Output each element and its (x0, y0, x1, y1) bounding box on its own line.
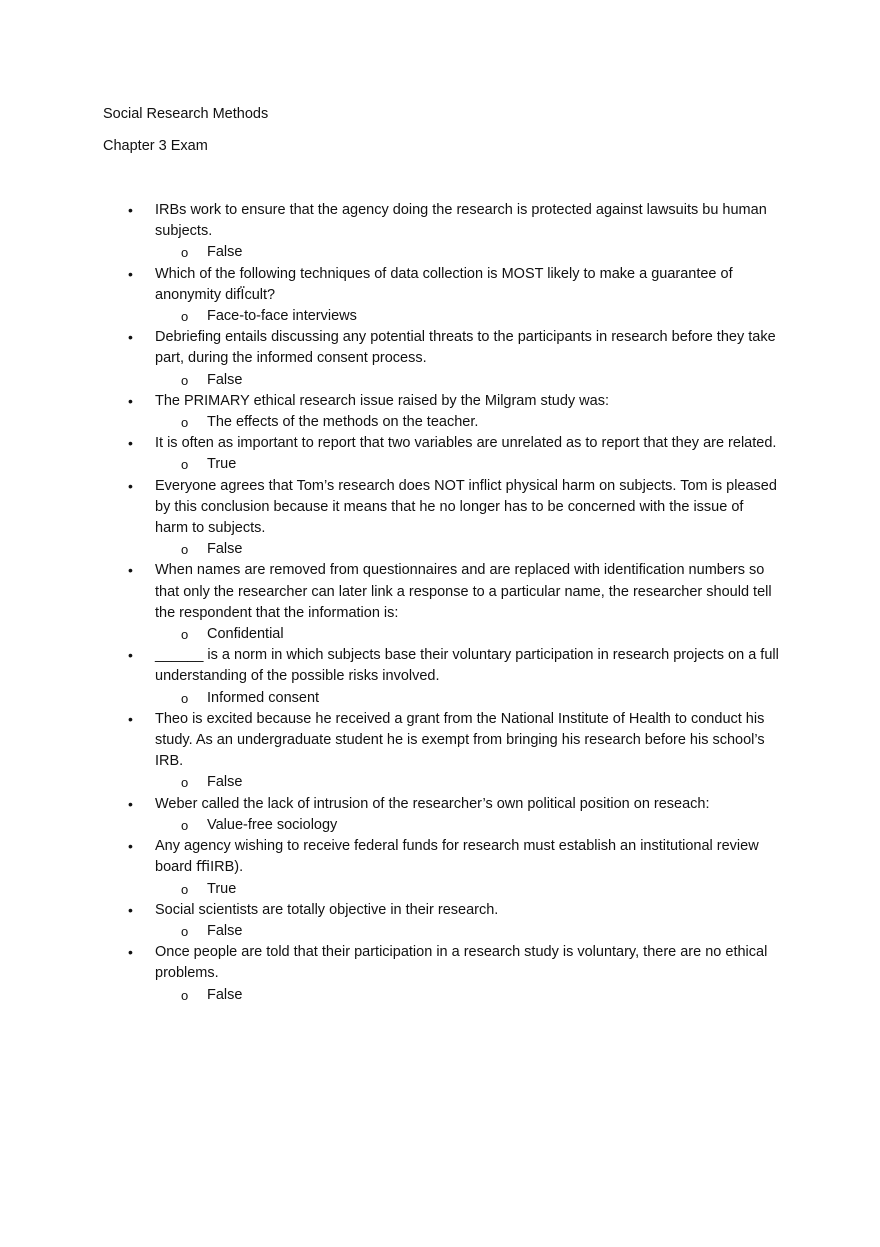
question-block (128, 476, 780, 540)
question-item (0, 391, 880, 433)
document-subtitle: Chapter 3 Exam (103, 138, 208, 154)
question-block (128, 560, 780, 624)
answer-text: The effects of the methods on the teacher. (207, 414, 479, 431)
question-block (128, 645, 780, 687)
sub-bullet-icon: o (181, 309, 189, 325)
question-block (128, 433, 780, 454)
question-block (128, 327, 780, 369)
question-text: Which of the following techniques of data collection is MOST likely to make a guarantee of anonymity difÏ̈cult? (155, 265, 733, 303)
answer-text: False (207, 371, 243, 388)
bullet-icon: • (128, 477, 133, 494)
question-block (128, 709, 780, 773)
question-item (0, 645, 880, 709)
answer-text: False (207, 244, 243, 261)
question-item (0, 560, 880, 645)
answer-text: Confidential (207, 626, 284, 643)
answer-block (181, 412, 880, 433)
question-text: Weber called the lack of intrusion of the researcher’s own political position on reseach: (155, 795, 710, 812)
answer-block (181, 985, 880, 1006)
question-item (0, 794, 880, 836)
sub-bullet-icon: o (181, 627, 189, 643)
bullet-icon: • (128, 435, 133, 452)
answer-text: True (207, 456, 237, 473)
bullet-icon: • (128, 562, 133, 579)
sub-bullet-icon: o (181, 987, 189, 1003)
bullet-icon: • (128, 944, 133, 961)
sub-bullet-icon: o (181, 690, 189, 706)
question-text: Theo is excited because he received a grant from the National Institute of Health to conduct his study. As an undergraduate student he is exempt from bringing his research before his school’s IRB. (155, 710, 765, 770)
answer-text: False (207, 922, 243, 939)
question-text: The PRIMARY ethical research issue raised by the Milgram study was: (155, 392, 609, 409)
bullet-icon: • (128, 329, 133, 346)
bullet-icon: • (128, 647, 133, 664)
question-block (128, 264, 780, 306)
question-item (0, 264, 880, 328)
question-block (128, 200, 780, 242)
question-text: IRBs work to ensure that the agency doing the research is protected against lawsuits bu human subjects. (155, 202, 767, 240)
sub-bullet-icon: o (181, 245, 189, 261)
question-text: ______ is a norm in which subjects base their voluntary participation in research projects on a full understanding of the possible risks involved. (155, 647, 779, 685)
question-item (0, 942, 880, 1006)
question-text: Once people are told that their participation in a research study is voluntary, there are no ethical problems. (155, 944, 768, 982)
question-block (128, 794, 780, 815)
answer-text: False (207, 986, 243, 1003)
question-text: It is often as important to report that two variables are unrelated as to report that they are related. (155, 435, 777, 452)
answer-block (181, 815, 880, 836)
bullet-icon: • (128, 392, 133, 409)
question-item (0, 836, 880, 900)
answer-text: Informed consent (207, 689, 320, 706)
question-item (0, 433, 880, 475)
question-block (128, 900, 780, 921)
bullet-icon: • (128, 202, 133, 218)
question-block (128, 836, 780, 878)
sub-bullet-icon: o (181, 415, 189, 431)
bullet-icon: • (128, 265, 133, 282)
answer-block (181, 772, 880, 793)
sub-bullet-icon: o (181, 372, 189, 388)
question-item (0, 900, 880, 942)
answer-text: False (207, 541, 243, 558)
question-text: Social scientists are totally objective in their research. (155, 901, 499, 918)
question-text: When names are removed from questionnaires and are replaced with identification numbers so that only the researcher can later link a response to a particular name, the researcher should tell the respondent that the information is: (155, 562, 772, 621)
question-block (128, 942, 780, 984)
bullet-icon: • (128, 795, 133, 812)
question-text: Everyone agrees that Tom’s research does NOT inflict physical harm on subjects. Tom is pleased by this conclusion because it means that he no longer has to be concerned with the issue of harm to subjects. (155, 477, 777, 537)
sub-bullet-icon: o (181, 542, 189, 558)
question-item (0, 200, 880, 264)
answer-block (181, 242, 880, 263)
question-list (0, 200, 880, 1006)
question-text: Debriefing entails discussing any potential threats to the participants in research before they take part, during the informed consent process. (155, 329, 776, 367)
sub-bullet-icon: o (181, 923, 189, 939)
answer-block (181, 539, 880, 560)
document-title: Social Research Methods (103, 106, 269, 122)
bullet-icon: • (128, 710, 133, 727)
answer-block (181, 688, 880, 709)
question-item (0, 476, 880, 561)
question-block (128, 391, 780, 412)
answer-block (181, 370, 880, 391)
answer-block (181, 921, 880, 942)
sub-bullet-icon: o (181, 775, 189, 791)
sub-bullet-icon: o (181, 817, 189, 833)
answer-block (181, 454, 880, 475)
answer-text: Face-to-face interviews (207, 308, 357, 325)
question-item (0, 327, 880, 391)
bullet-icon: • (128, 838, 133, 855)
question-text: Any agency wishing to receive federal funds for research must establish an institutional review board ﬃIRB). (155, 838, 759, 876)
answer-text: Value-free sociology (207, 816, 338, 833)
sub-bullet-icon: o (181, 881, 189, 897)
question-item (0, 709, 880, 794)
bullet-icon: • (128, 901, 133, 918)
answer-block (181, 624, 880, 645)
answer-text: False (207, 774, 243, 791)
sub-bullet-icon: o (181, 457, 189, 473)
answer-block (181, 306, 880, 327)
answer-block (181, 879, 880, 900)
answer-text: True (207, 880, 237, 897)
